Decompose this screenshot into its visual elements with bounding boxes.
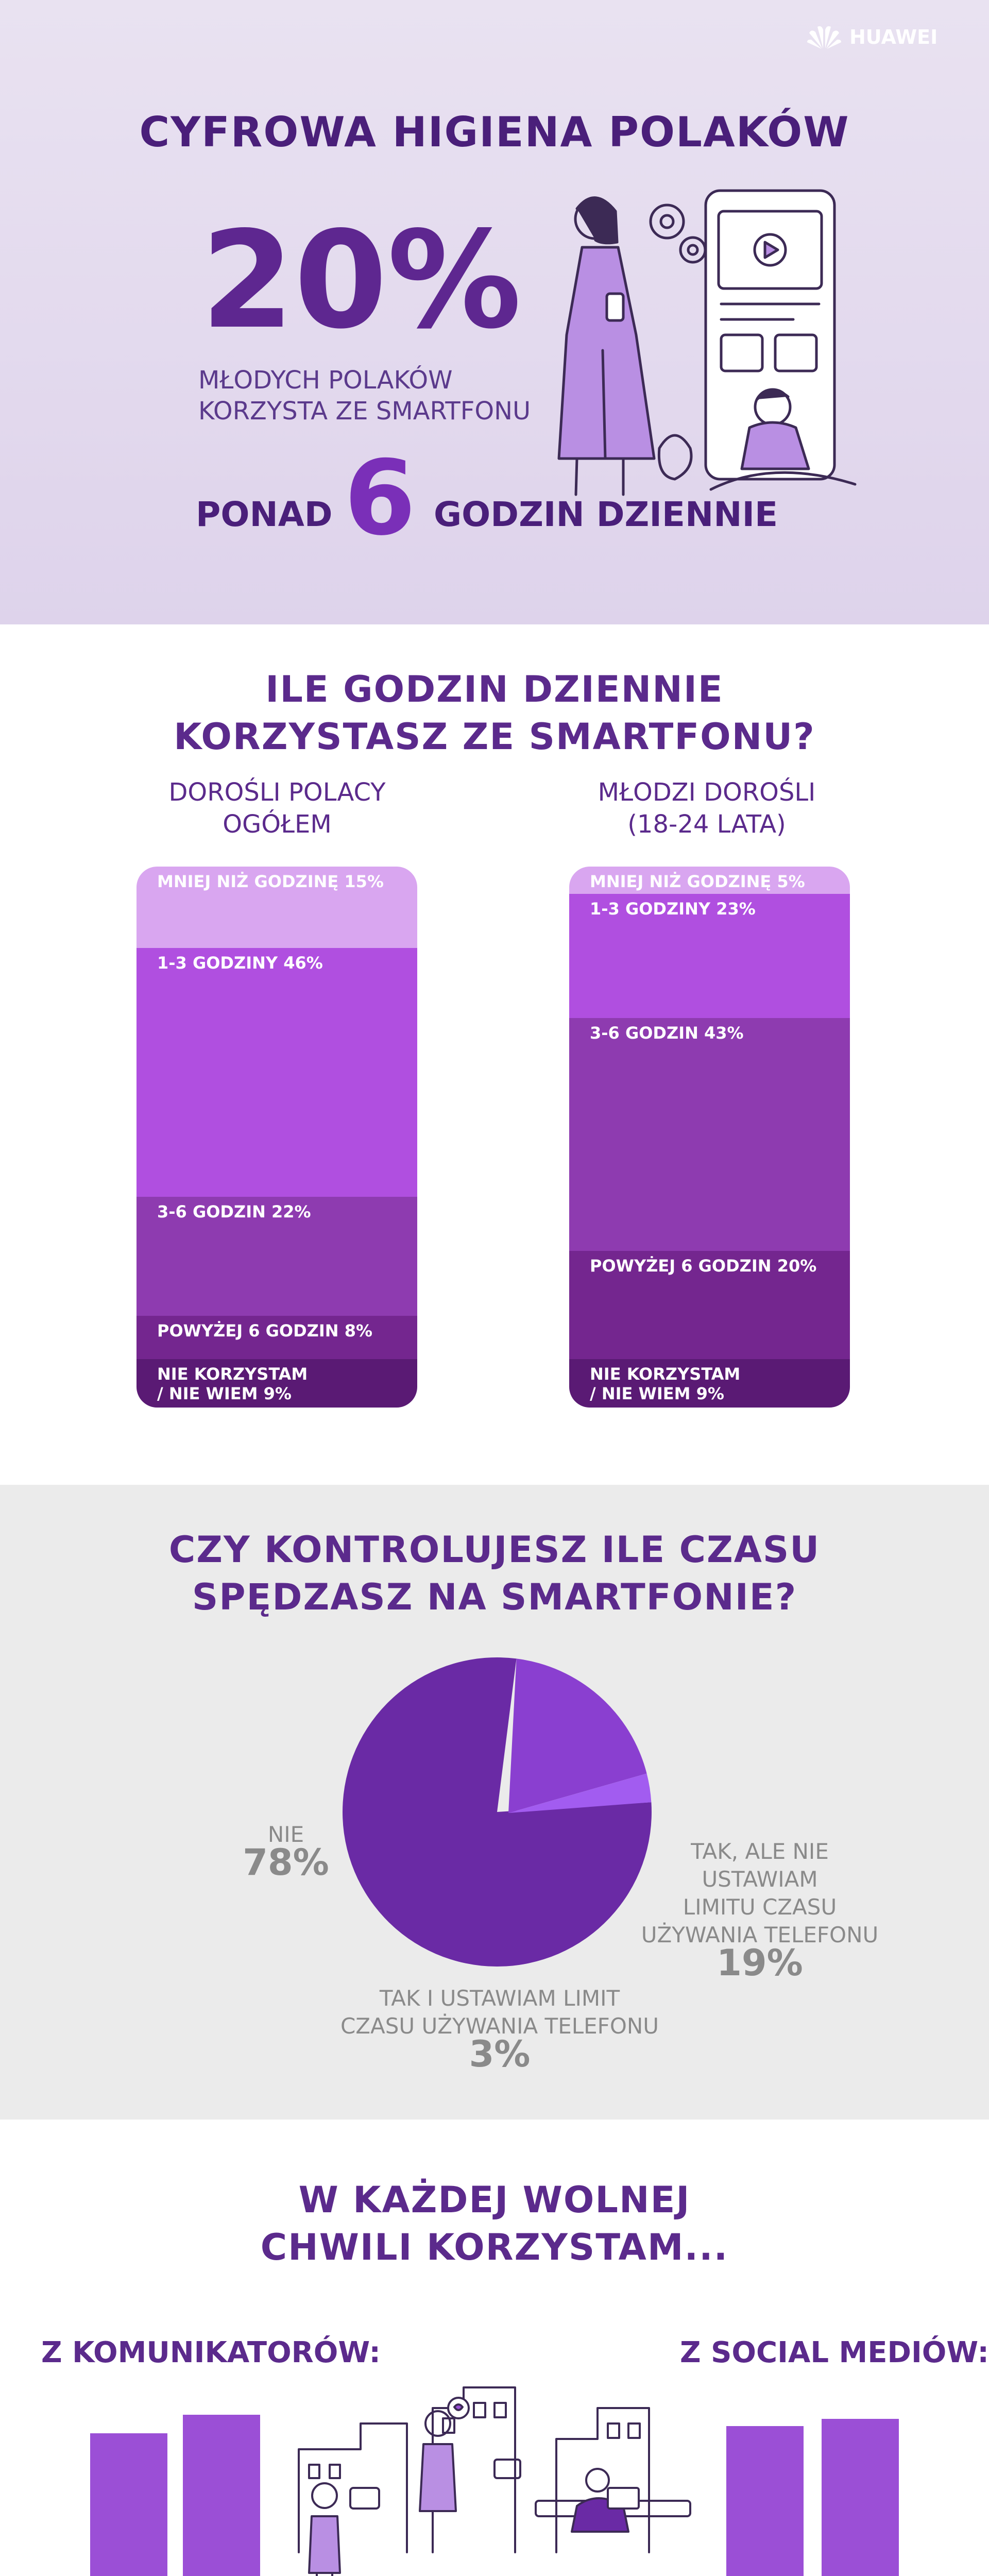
hours-title [0, 666, 989, 760]
stack-segment-label: 1-3 GODZINY 46% [157, 953, 323, 973]
col-title-line: MŁODZI DOROŚLI [598, 778, 816, 807]
stack-segment [569, 867, 850, 894]
stack-segment [137, 867, 417, 948]
brand-name: HUAWEI [849, 26, 938, 48]
control-title-line: SPĘDZASZ NA SMARTFONIE? [192, 1576, 797, 1618]
hero-sub-line: KORZYSTA ZE SMARTFONU [198, 397, 531, 426]
page-title: CYFROWA HIGIENA POLAKÓW [139, 108, 850, 156]
chat-bubble-icon [350, 2488, 379, 2509]
hero-ponad: PONAD [196, 495, 333, 534]
stack-segment-label: 3-6 GODZIN 22% [157, 1201, 311, 1222]
pie-value: 3% [469, 2033, 531, 2075]
hero-big-percent: 20% [201, 203, 522, 359]
stack-segment-label: NIE KORZYSTAM [157, 1364, 308, 1384]
stacked-bar-young [569, 867, 850, 1408]
messengers-title: Z KOMUNIKATORÓW: [41, 2336, 381, 2369]
stack-segment-label: MNIEJ NIŻ GODZINĘ 15% [157, 872, 384, 891]
laptop-icon [608, 2488, 639, 2509]
brand-logo [806, 23, 971, 52]
pie-label-text: UŻYWANIA TELEFONU [641, 1922, 879, 1947]
control-title [0, 1526, 989, 1621]
hero-sub-line: MŁODYCH POLAKÓW [198, 366, 453, 395]
pie-label-tak-limit [314, 1985, 685, 2075]
pie-label-text: TAK, ALE NIE [691, 1839, 829, 1864]
free-time-section [0, 2120, 989, 2576]
stack-segment [137, 948, 417, 1197]
pie-label-nie [227, 1821, 345, 1884]
stack-segment [569, 1251, 850, 1359]
hero-illustration [546, 180, 865, 500]
pie-label-text: NIE [267, 1822, 304, 1847]
pie-label-text: CZASU UŻYWANIA TELEFONU [340, 2013, 659, 2039]
hours-section [0, 624, 989, 1485]
stack-segment-label: 3-6 GODZIN 43% [590, 1023, 744, 1043]
col-title-adults [117, 776, 437, 840]
stack-segment-label: MNIEJ NIŻ GODZINĘ 5% [590, 872, 805, 891]
hero-section [0, 0, 989, 624]
stack-segment-label: POWYŻEJ 6 GODZIN 8% [157, 1320, 373, 1341]
stack-segment [569, 1018, 850, 1251]
col-title-young [547, 776, 866, 840]
hero-godzin: GODZIN DZIENNIE [434, 495, 778, 534]
pie-label-text: LIMITU CZASU [683, 1894, 837, 1920]
pie-label-text: TAK I USTAWIAM LIMIT [379, 1986, 620, 2011]
control-title-line: CZY KONTROLUJESZ ILE CZASU [168, 1529, 821, 1571]
free-title-line: W KAŻDEJ WOLNEJ [298, 2179, 691, 2221]
stack-segment-label: / NIE WIEM 9% [157, 1383, 292, 1403]
stack-segment [569, 894, 850, 1019]
stack-segment-label: / NIE WIEM 9% [590, 1383, 724, 1403]
free-title [0, 2176, 989, 2271]
like-bubble-icon [494, 2460, 520, 2478]
pie-chart [340, 1655, 654, 1969]
hero-percent-subtitle [198, 365, 531, 427]
pie-label-text: USTAWIAM [702, 1867, 818, 1892]
pie-value: 78% [243, 1841, 329, 1884]
free-bar-nie [822, 2419, 899, 2576]
stack-segment [569, 1359, 850, 1408]
control-section [0, 1485, 989, 2120]
city-illustration [288, 2377, 701, 2576]
col-title-line: OGÓŁEM [223, 810, 332, 839]
pie-label-tak-nie [626, 1838, 894, 1984]
stack-segment [137, 1316, 417, 1359]
col-title-line: (18-24 LATA) [627, 810, 786, 839]
stack-segment [137, 1359, 417, 1408]
gear-icon [680, 238, 705, 262]
stack-segment-label: NIE KORZYSTAM [590, 1364, 741, 1384]
social-title: Z SOCIAL MEDIÓW: [680, 2336, 989, 2369]
gear-icon [651, 205, 684, 238]
col-title-line: DOROŚLI POLACY [168, 778, 386, 807]
free-bar-tak [90, 2433, 167, 2576]
stack-segment-label: POWYŻEJ 6 GODZIN 20% [590, 1256, 817, 1276]
stack-segment [137, 1197, 417, 1316]
hours-title-line: ILE GODZIN DZIENNIE [265, 668, 724, 710]
stack-segment-label: 1-3 GODZINY 23% [590, 899, 756, 919]
hero-six: 6 [344, 438, 416, 558]
pie-value: 19% [717, 1942, 803, 1984]
huawei-flower-icon [806, 23, 842, 52]
free-title-line: CHWILI KORZYSTAM... [260, 2226, 729, 2268]
free-bar-tak [726, 2426, 804, 2576]
free-bar-nie [183, 2415, 260, 2576]
stacked-bar-adults [137, 867, 417, 1408]
hours-title-line: KORZYSTASZ ZE SMARTFONU? [174, 716, 815, 758]
